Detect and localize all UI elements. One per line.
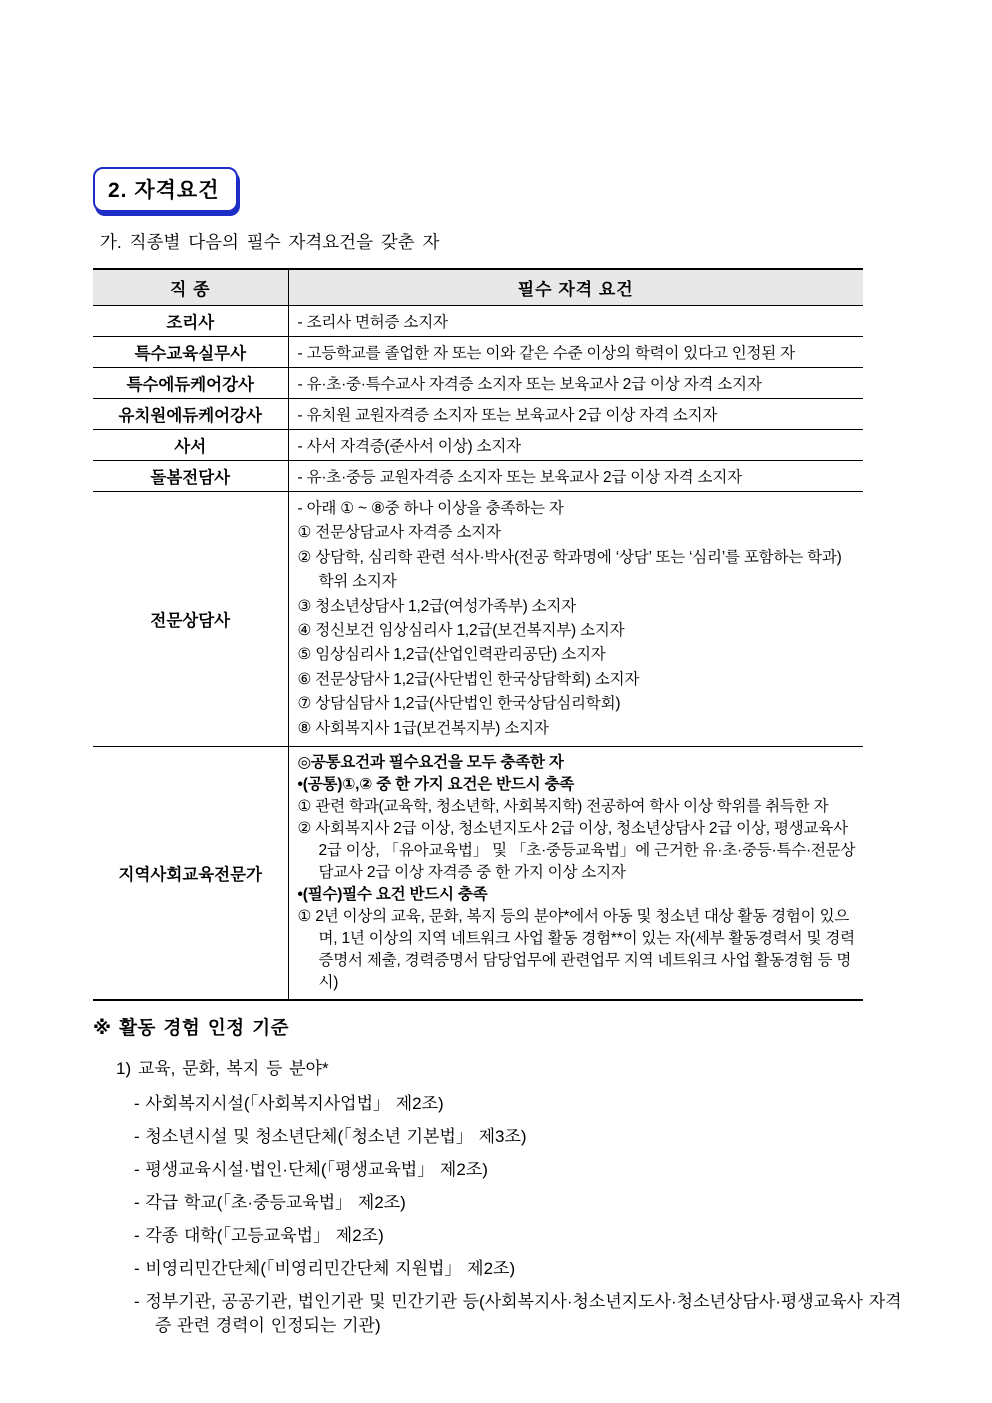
criteria-item: - 각급 학교(「초·중등교육법」 제2조) [134, 1193, 406, 1213]
req-cell [288, 492, 863, 747]
req-cell: - 유·초·중·특수교사 자격증 소지자 또는 보육교사 2급 이상 자격 소지자 [288, 368, 863, 399]
req-line: •(공통)①,② 중 한 가지 요건은 반드시 충족 [297, 776, 575, 794]
req-line: ② 사회복지사 2급 이상, 청소년지도사 2급 이상, 청소년상담사 2급 이상, 평생교육사 2급 이상, 「유아교육법」 및 「초·중등교육법」에 근거한 유·초·중등·특수·전문상담교사 2급 이상 자격증 중 한 가지 이상 소지자 [297, 820, 856, 882]
req-cell: - 조리사 면허증 소지자 [297, 314, 448, 331]
activity-criteria-subheading: 1) 교육, 문화, 복지 등 분야* [116, 1059, 329, 1079]
req-line: ③ 청소년상담사 1,2급(여성가족부) 소지자 [297, 597, 576, 615]
criteria-item: - 각종 대학(「고등교육법」 제2조) [134, 1226, 384, 1246]
intro-text: 가. 직종별 다음의 필수 자격요건을 갖춘 자 [100, 232, 440, 252]
section-title-box [93, 167, 238, 212]
job-cell: 조리사 [93, 306, 288, 337]
job-cell: 특수교육실무사 [93, 337, 288, 368]
section-title: 2. 자격요건 [108, 179, 220, 202]
req-line: ① 전문상담교사 자격증 소지자 [297, 524, 501, 542]
table-row [93, 337, 863, 368]
table-row [93, 368, 863, 399]
table-header-row [93, 269, 863, 306]
job-cell: 유치원에듀케어강사 [93, 399, 288, 430]
req-line: ⑥ 전문상담사 1,2급(사단법인 한국상담학회) 소지자 [297, 670, 640, 688]
req-line: ⑤ 임상심리사 1,2급(산업인력관리공단) 소지자 [297, 646, 606, 664]
req-cell: - 유·초·중등 교원자격증 소지자 또는 보육교사 2급 이상 자격 소지자 [288, 461, 863, 492]
activity-criteria-heading: ※ 활동 경험 인정 기준 [93, 1017, 290, 1039]
req-cell: - 고등학교를 졸업한 자 또는 이와 같은 수준 이상의 학력이 있다고 인정된 자 [288, 337, 863, 368]
table-row [93, 430, 863, 461]
activity-criteria-section [93, 1014, 992, 1338]
job-cell: 지역사회교육전문가 [93, 747, 288, 1001]
header-required-qualification: 필수 자격 요건 [288, 269, 863, 306]
req-line: ① 관련 학과(교육학, 청소년학, 사회복지학) 전공하여 학사 이상 학위를 취득한 자 [297, 798, 829, 816]
criteria-item: - 청소년시설 및 청소년단체(「청소년 기본법」 제3조) [134, 1127, 527, 1147]
header-job-type: 직 종 [93, 269, 288, 306]
job-cell: 전문상담사 [93, 492, 288, 747]
req-cell [288, 747, 863, 1001]
req-cell: - 유치원 교원자격증 소지자 또는 보육교사 2급 이상 자격 소지자 [288, 399, 863, 430]
req-cell: - 사서 자격증(준사서 이상) 소지자 [288, 430, 863, 461]
job-cell: 사서 [93, 430, 288, 461]
criteria-item: - 비영리민간단체(「비영리민간단체 지원법」 제2조) [134, 1259, 516, 1279]
criteria-item: - 평생교육시설·법인·단체(「평생교육법」 제2조) [134, 1160, 488, 1180]
table-row-counselor [93, 492, 863, 747]
table-row [93, 306, 863, 337]
req-line: ⑦ 상담심담사 1,2급(사단법인 한국상담심리학회) [297, 695, 621, 713]
table-row [93, 461, 863, 492]
criteria-item: - 사회복지시설(「사회복지사업법」 제2조) [134, 1094, 444, 1114]
req-line: ⑧ 사회복지사 1급(보건복지부) 소지자 [297, 719, 549, 737]
criteria-item: - 정부기관, 공공기관, 법인기관 및 민간기관 등(사회복지사·청소년지도사·청소년상담사·평생교육사 자격증 관련 경력이 인정되는 기관) [134, 1292, 902, 1336]
req-line: ① 2년 이상의 교육, 문화, 복지 등의 분야*에서 아동 및 청소년 대상 활동 경험이 있으며, 1년 이상의 지역 네트워크 사업 활동 경험**이 있는 자(세부 활동경력서 및 경력증명서 제출, 경력증명서 담당업무에 관련업무 지역 네트워크 사업 활동경험 등 명시) [297, 908, 855, 992]
req-line: •(필수)필수 요건 반드시 충족 [297, 886, 488, 904]
job-cell: 돌봄전담사 [93, 461, 288, 492]
job-cell: 특수에듀케어강사 [93, 368, 288, 399]
req-line: ◎공통요건과 필수요건을 모두 충족한 자 [297, 754, 564, 772]
table-row [93, 399, 863, 430]
qualification-table [93, 268, 863, 1001]
req-line: ② 상담학, 심리학 관련 석사·박사(전공 학과명에 ‘상담’ 또는 ‘심리’를 포함하는 학과) 학위 소지자 [297, 548, 842, 591]
table-row-community-educator [93, 747, 863, 1001]
req-line: ④ 정신보건 임상심리사 1,2급(보건복지부) 소지자 [297, 622, 625, 640]
req-line: - 아래 ① ~ ⑧중 하나 이상을 충족하는 자 [297, 500, 564, 517]
